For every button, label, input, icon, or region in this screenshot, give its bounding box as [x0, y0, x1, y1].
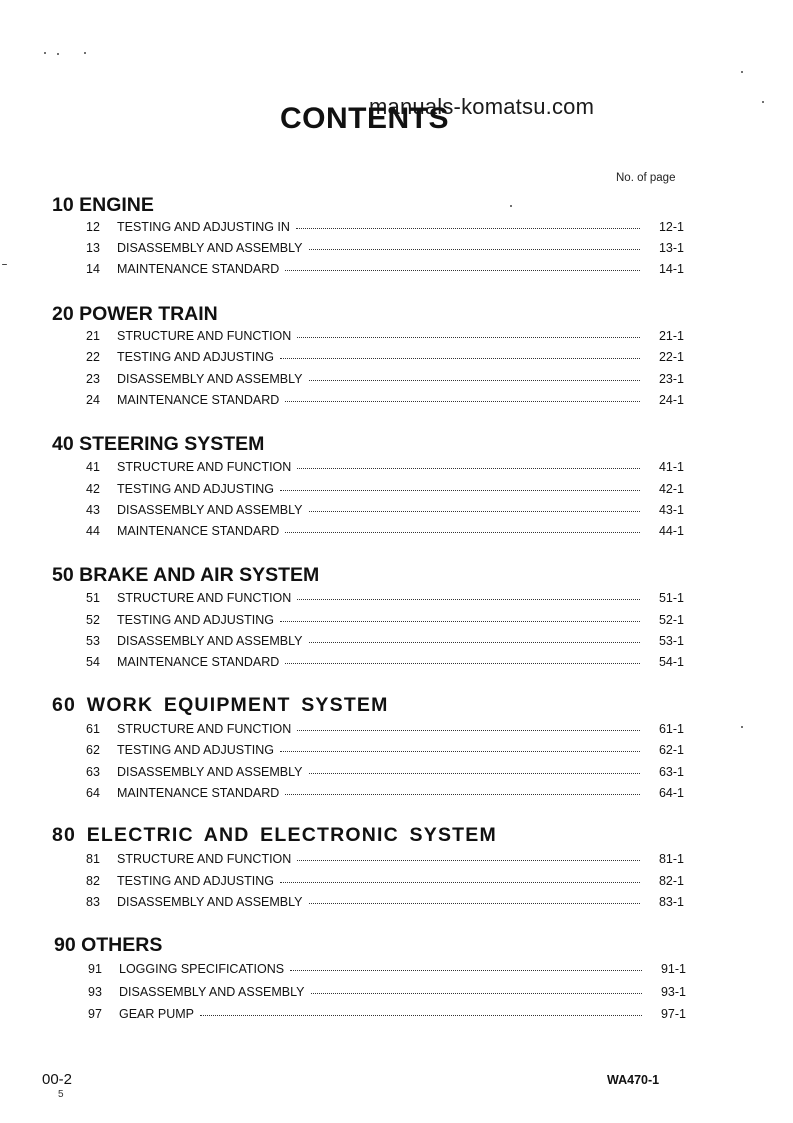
- entry-page: 61-1: [658, 722, 684, 736]
- entry-number: 91: [88, 962, 102, 976]
- entry-label: DISASSEMBLY AND ASSEMBLY: [119, 985, 305, 999]
- dot-leader: [311, 985, 643, 994]
- entry-page: 41-1: [658, 460, 684, 474]
- section-heading: 90 OTHERS: [54, 934, 163, 956]
- section-heading: 40 STEERING SYSTEM: [52, 433, 265, 455]
- entry-page: 82-1: [658, 874, 684, 888]
- entry-number: 64: [86, 786, 100, 800]
- entry-page: 64-1: [658, 786, 684, 800]
- toc-entry[interactable]: [52, 372, 684, 388]
- toc-entry[interactable]: [54, 962, 686, 978]
- entry-number: 63: [86, 765, 100, 779]
- entry-page: 93-1: [660, 985, 686, 999]
- entry-label: TESTING AND ADJUSTING: [117, 613, 274, 627]
- dot-leader: [309, 503, 641, 512]
- toc-entry[interactable]: [52, 524, 684, 540]
- entry-number: 24: [86, 393, 100, 407]
- toc-entry[interactable]: [52, 765, 684, 781]
- dot-leader: [296, 220, 640, 229]
- entry-label: MAINTENANCE STANDARD: [117, 262, 280, 276]
- entry-number: 21: [86, 329, 100, 343]
- toc-entry[interactable]: [52, 393, 684, 409]
- scan-speck: [2, 264, 7, 265]
- toc-entry[interactable]: [52, 655, 684, 671]
- entry-number: 82: [86, 874, 100, 888]
- entry-page: 53-1: [658, 634, 684, 648]
- entry-page: 24-1: [658, 393, 684, 407]
- entry-number: 41: [86, 460, 100, 474]
- toc-entry[interactable]: [52, 503, 684, 519]
- dot-leader: [285, 655, 640, 664]
- entry-number: 13: [86, 241, 100, 255]
- entry-label: LOGGING SPECIFICATIONS: [119, 962, 285, 976]
- entry-page: 83-1: [658, 895, 684, 909]
- dot-leader: [200, 1007, 642, 1016]
- entry-label: MAINTENANCE STANDARD: [117, 393, 280, 407]
- section-heading: 50 BRAKE AND AIR SYSTEM: [52, 564, 320, 586]
- entry-label: STRUCTURE AND FUNCTION: [117, 329, 292, 343]
- entry-label: DISASSEMBLY AND ASSEMBLY: [117, 765, 303, 779]
- entry-page: 21-1: [658, 329, 684, 343]
- toc-entry[interactable]: [52, 350, 684, 366]
- entry-page: 13-1: [658, 241, 684, 255]
- dot-leader: [309, 895, 641, 904]
- entry-label: TESTING AND ADJUSTING: [117, 482, 274, 496]
- toc-entry[interactable]: [52, 895, 684, 911]
- entry-number: 61: [86, 722, 100, 736]
- toc-entry[interactable]: [54, 1007, 686, 1023]
- entry-page: 14-1: [658, 262, 684, 276]
- dot-leader: [297, 591, 640, 600]
- toc-entry[interactable]: [54, 985, 686, 1001]
- entry-page: 62-1: [658, 743, 684, 757]
- entry-number: 42: [86, 482, 100, 496]
- dot-leader: [309, 241, 641, 250]
- entry-number: 97: [88, 1007, 102, 1021]
- dot-leader: [280, 874, 640, 883]
- entry-page: 91-1: [660, 962, 686, 976]
- scan-speck: [510, 205, 512, 207]
- dot-leader: [280, 743, 640, 752]
- toc-entry[interactable]: [52, 220, 684, 236]
- entry-page: 63-1: [658, 765, 684, 779]
- entry-label: TESTING AND ADJUSTING: [117, 743, 274, 757]
- footer-page-code: 00-2: [42, 1071, 73, 1088]
- entry-page: 43-1: [658, 503, 684, 517]
- toc-entry[interactable]: [52, 722, 684, 738]
- entry-label: GEAR PUMP: [119, 1007, 195, 1021]
- dot-leader: [290, 962, 642, 971]
- entry-number: 43: [86, 503, 100, 517]
- dot-leader: [285, 393, 640, 402]
- page-title: CONTENTS: [280, 102, 449, 135]
- entry-label: MAINTENANCE STANDARD: [117, 655, 280, 669]
- dot-leader: [297, 329, 640, 338]
- entry-label: STRUCTURE AND FUNCTION: [117, 460, 292, 474]
- toc-entry[interactable]: [52, 852, 684, 868]
- entry-label: MAINTENANCE STANDARD: [117, 524, 280, 538]
- scan-speck: [44, 52, 46, 54]
- entry-number: 54: [86, 655, 100, 669]
- entry-number: 14: [86, 262, 100, 276]
- entry-label: MAINTENANCE STANDARD: [117, 786, 280, 800]
- dot-leader: [280, 350, 640, 359]
- scan-speck: [57, 53, 59, 55]
- dot-leader: [280, 482, 640, 491]
- entry-number: 44: [86, 524, 100, 538]
- scan-speck: [741, 71, 743, 73]
- dot-leader: [309, 634, 641, 643]
- dot-leader: [280, 613, 640, 622]
- entry-number: 62: [86, 743, 100, 757]
- toc-entry[interactable]: [52, 262, 684, 278]
- entry-number: 23: [86, 372, 100, 386]
- entry-label: TESTING AND ADJUSTING: [117, 874, 274, 888]
- entry-number: 83: [86, 895, 100, 909]
- entry-label: STRUCTURE AND FUNCTION: [117, 591, 292, 605]
- dot-leader: [297, 460, 640, 469]
- watermark-text: manuals-komatsu.com: [369, 94, 595, 119]
- entry-label: STRUCTURE AND FUNCTION: [117, 722, 292, 736]
- toc-entry[interactable]: [52, 482, 684, 498]
- toc-entry[interactable]: [52, 329, 684, 345]
- entry-page: 54-1: [658, 655, 684, 669]
- section-heading: 60 WORK EQUIPMENT SYSTEM: [52, 694, 389, 716]
- scan-speck: [741, 726, 743, 728]
- toc-entry[interactable]: [52, 591, 684, 607]
- dot-leader: [285, 524, 640, 533]
- entry-page: 52-1: [658, 613, 684, 627]
- entry-label: DISASSEMBLY AND ASSEMBLY: [117, 241, 303, 255]
- entry-label: DISASSEMBLY AND ASSEMBLY: [117, 895, 303, 909]
- dot-leader: [297, 852, 640, 861]
- scan-speck: [762, 101, 764, 103]
- footer-revision-mark: 5: [58, 1089, 64, 1100]
- scan-speck: [84, 52, 86, 54]
- entry-label: STRUCTURE AND FUNCTION: [117, 852, 292, 866]
- section-heading: 80 ELECTRIC AND ELECTRONIC SYSTEM: [52, 824, 497, 846]
- entry-label: DISASSEMBLY AND ASSEMBLY: [117, 634, 303, 648]
- dot-leader: [297, 722, 640, 731]
- entry-number: 53: [86, 634, 100, 648]
- entry-page: 51-1: [658, 591, 684, 605]
- entry-page: 22-1: [658, 350, 684, 364]
- entry-page: 42-1: [658, 482, 684, 496]
- entry-number: 52: [86, 613, 100, 627]
- dot-leader: [285, 786, 640, 795]
- toc-entry[interactable]: [52, 874, 684, 890]
- section-heading: 20 POWER TRAIN: [52, 303, 218, 325]
- footer-model: WA470-1: [607, 1073, 660, 1087]
- entry-page: 12-1: [658, 220, 684, 234]
- entry-label: DISASSEMBLY AND ASSEMBLY: [117, 503, 303, 517]
- section-heading: 10 ENGINE: [52, 194, 154, 216]
- toc-entry[interactable]: [52, 786, 684, 802]
- toc-entry[interactable]: [52, 634, 684, 650]
- entry-page: 44-1: [658, 524, 684, 538]
- toc-entry[interactable]: [52, 743, 684, 759]
- entry-number: 12: [86, 220, 100, 234]
- entry-number: 51: [86, 591, 100, 605]
- entry-number: 93: [88, 985, 102, 999]
- toc-entry[interactable]: [52, 613, 684, 629]
- entry-page: 81-1: [658, 852, 684, 866]
- toc-entry[interactable]: [52, 460, 684, 476]
- column-header-no-of-page: No. of page: [616, 172, 676, 184]
- dot-leader: [309, 765, 641, 774]
- entry-label: TESTING AND ADJUSTING: [117, 350, 274, 364]
- entry-label: DISASSEMBLY AND ASSEMBLY: [117, 372, 303, 386]
- entry-number: 81: [86, 852, 100, 866]
- entry-label: TESTING AND ADJUSTING IN: [117, 220, 290, 234]
- toc-entry[interactable]: [52, 241, 684, 257]
- dot-leader: [285, 262, 640, 271]
- dot-leader: [309, 372, 641, 381]
- entry-page: 23-1: [658, 372, 684, 386]
- entry-page: 97-1: [660, 1007, 686, 1021]
- entry-number: 22: [86, 350, 100, 364]
